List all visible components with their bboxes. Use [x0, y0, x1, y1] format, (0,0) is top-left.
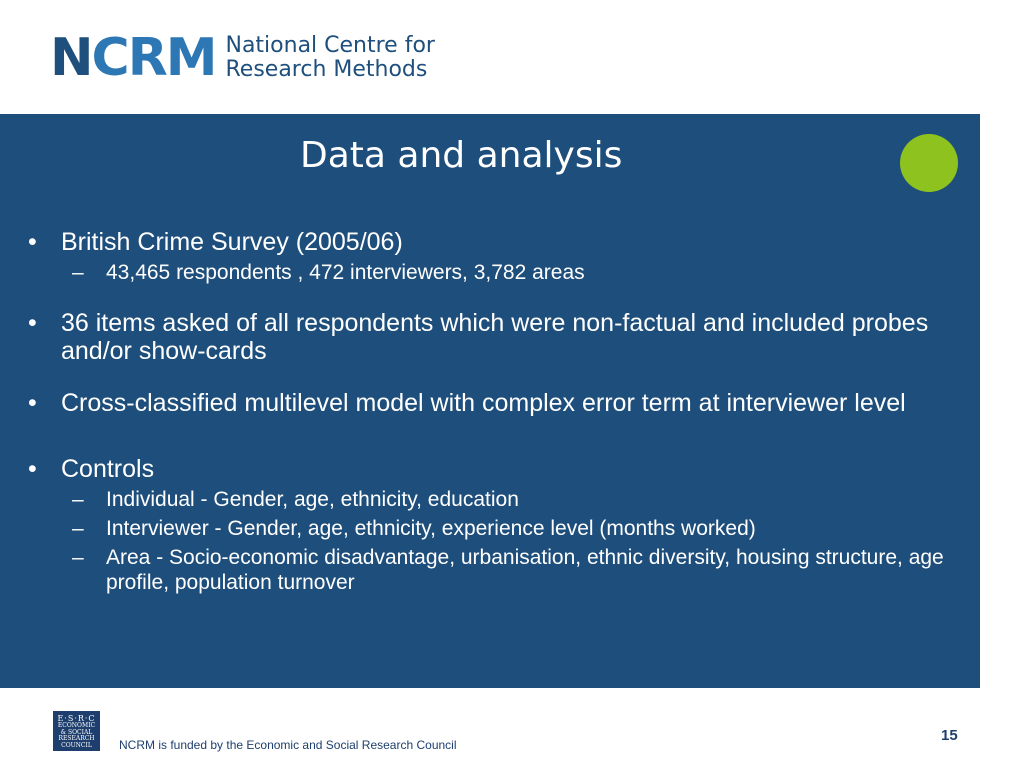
slide-content — [20, 228, 970, 595]
sub-bullet-mark: – — [72, 261, 84, 284]
bullet-mark: • — [28, 455, 37, 483]
funding-statement: NCRM is funded by the Economic and Social Research Council — [119, 738, 457, 752]
page-number: 15 — [941, 727, 958, 744]
sub-bullet-mark: – — [72, 546, 84, 569]
bullet-item — [20, 309, 970, 365]
sub-bullet-item — [72, 545, 970, 595]
bullet-item — [20, 389, 970, 417]
bullet-mark: • — [28, 228, 37, 256]
esrc-logo-line: COUNCIL — [61, 741, 92, 749]
sub-bullet-mark: – — [72, 517, 84, 540]
bullet-text: 36 items asked of all respondents which were non-factual and included probes and/or show-cards — [61, 309, 929, 365]
sub-bullet-item — [72, 260, 970, 285]
bullet-mark: • — [28, 389, 37, 417]
ncrm-logo-mark — [50, 30, 215, 86]
bullet-item — [20, 455, 970, 483]
bullet-text: Controls — [61, 455, 155, 483]
sub-bullet-text: Individual - Gender, age, ethnicity, education — [106, 488, 519, 511]
logo-letter-n: N — [50, 28, 92, 88]
sub-bullet-mark: – — [72, 488, 84, 511]
esrc-logo-letters: E·S·R·C — [57, 714, 96, 723]
green-circle-decoration — [900, 134, 958, 192]
sub-bullet-item — [72, 487, 970, 512]
esrc-logo-line: RESEARCH — [58, 735, 95, 742]
sub-bullet-text: Interviewer - Gender, age, ethnicity, experience level (months worked) — [106, 517, 756, 540]
esrc-logo — [53, 711, 100, 751]
logo-org-name — [225, 34, 434, 82]
sub-bullet-text: 43,465 respondents , 472 interviewers, 3,782 areas — [106, 261, 585, 284]
esrc-logo-line: ECONOMIC — [57, 722, 96, 729]
bullet-text: British Crime Survey (2005/06) — [61, 228, 403, 256]
slide-title: Data and analysis — [300, 135, 623, 176]
logo-org-line-1: National Centre for — [225, 33, 435, 58]
logo-org-line-2: Research Methods — [225, 57, 428, 82]
esrc-logo-line: & SOCIAL — [60, 728, 93, 736]
sub-bullet-item — [72, 516, 970, 541]
ncrm-logo — [50, 30, 435, 86]
bullet-text: Cross-classified multilevel model with complex error term at interviewer level — [61, 389, 906, 417]
bullet-item — [20, 228, 970, 256]
logo-letters-crm: CRM — [91, 28, 216, 88]
sub-bullet-text: Area - Socio-economic disadvantage, urbanisation, ethnic diversity, housing structure, age profile, population turnover — [106, 546, 944, 594]
bullet-mark: • — [28, 309, 37, 337]
